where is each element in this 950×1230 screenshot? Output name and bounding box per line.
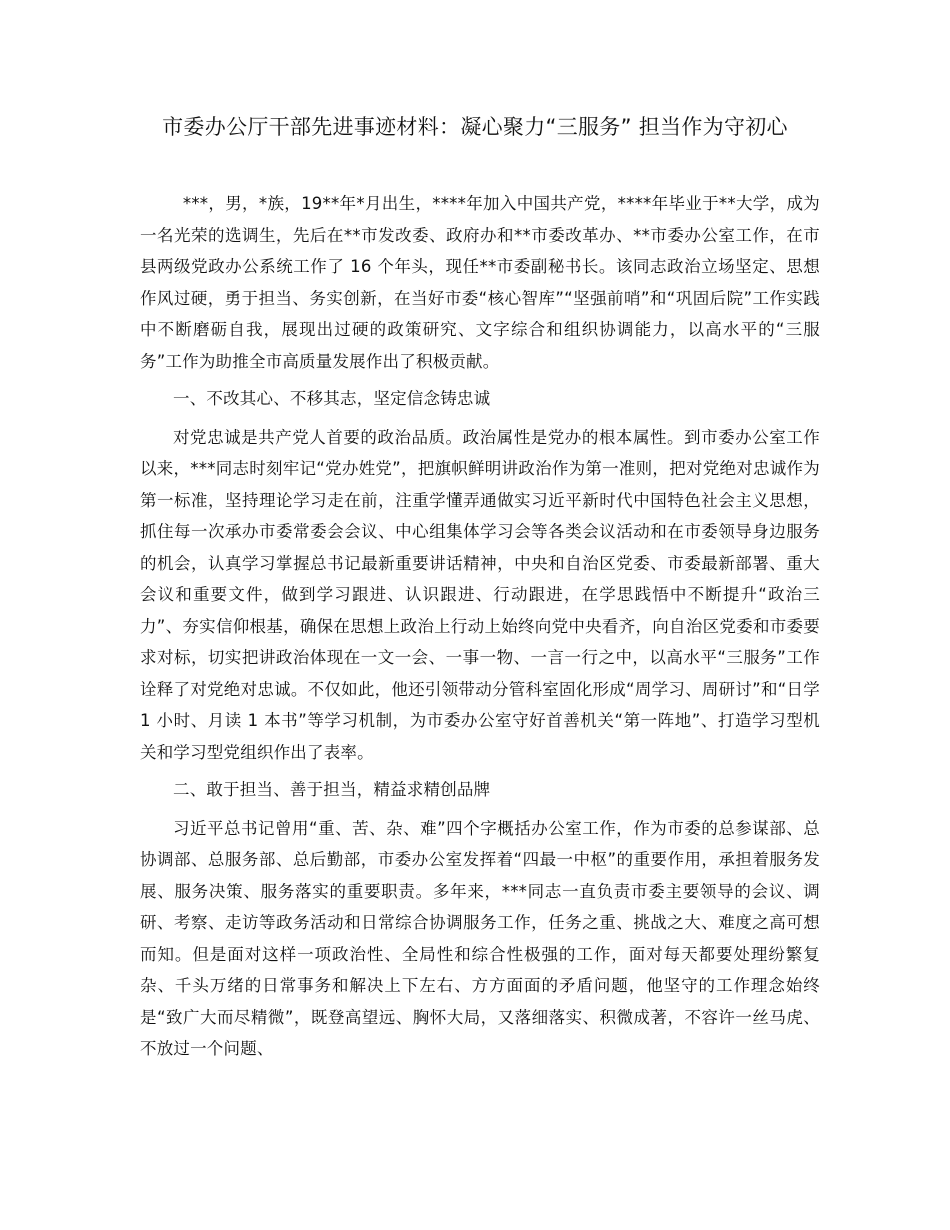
section-1-heading: 一、不改其心、不移其志，坚定信念铸忠诚 xyxy=(173,389,491,408)
section-2-paragraph: 习近平总书记曾用“重、苦、杂、难”四个字概括办公室工作，作为市委的总参谋部、总协调部、总服务部、总后勤部，市委办公室发挥着“四最一中枢”的重要作用，承担着服务发展、服务决策、服务落实的重要职责。多年来，***同志一直负责市委主要领导的会议、调研、考察、走访等政务活动和日常综合协调服务工作，任务之重、挑战之大、难度之高可想而知。但是面对这样一项政治性、全局性和综合性极强的工作，面对每天都要处理纷繁复杂、千头万绪的日常事务和解决上下左右、方方面面的矛盾问题，他坚守的工作理念始终是“致广大而尽精微”，既登高望远、胸怀大局，又落细落实、积微成著，不容许一丝马虎、不放过一个问题、 xyxy=(140,818,820,1058)
intro-paragraph: ***，男，*族，19**年*月出生，****年加入中国共产党，****年毕业于**大学，成为一名光荣的选调生，先后在**市发改委、政府办和**市委改革办、**市委办公室工作，在市县两级党政办公系统工作了 16 个年头，现任**市委副秘书长。该同志政治立场坚定、思想作风过硬，勇于担当、务实创新，在当好市委“核心智库”“坚强前哨”和“巩固后院”工作实践中不断磨砺自我，展现出过硬的政策研究、文字综合和组织协调能力，以高水平的“三服务”工作为助推全市高质量发展作出了积极贡献。 xyxy=(140,194,820,371)
section-1-paragraph: 对党忠诚是共产党人首要的政治品质。政治属性是党办的根本属性。到市委办公室工作以来，***同志时刻牢记“党办姓党”，把旗帜鲜明讲政治作为第一准则，把对党绝对忠诚作为第一标准，坚持理论学习走在前，注重学懂弄通做实习近平新时代中国特色社会主义思想，抓住每一次承办市委常委会会议、中心组集体学习会等各类会议活动和在市委领导身边服务的机会，认真学习掌握总书记最新重要讲话精神，中央和自治区党委、市委最新部署、重大会议和重要文件，做到学习跟进、认识跟进、行动跟进，在学思践悟中不断提升“政治三力”、夯实信仰根基，确保在思想上政治上行动上始终向党中央看齐，向自治区党委和市委要求对标，切实把讲政治体现在一文一会、一事一物、一言一行之中，以高水平“三服务”工作诠释了对党绝对忠诚。不仅如此，他还引领带动分管科室固化形成“周学习、周研讨”和“日学 1 小时、月读 1 本书”等学习机制，为市委办公室守好首善机关“第一阵地”、打造学习型机关和学习型党组织作出了表率。 xyxy=(140,427,820,762)
section-2-heading: 二、敢于担当、善于担当，精益求精创品牌 xyxy=(173,780,491,799)
document-body xyxy=(140,188,820,1065)
document-title: 市委办公厅干部先进事迹材料：凝心聚力“三服务” 担当作为守初心 xyxy=(162,115,788,139)
